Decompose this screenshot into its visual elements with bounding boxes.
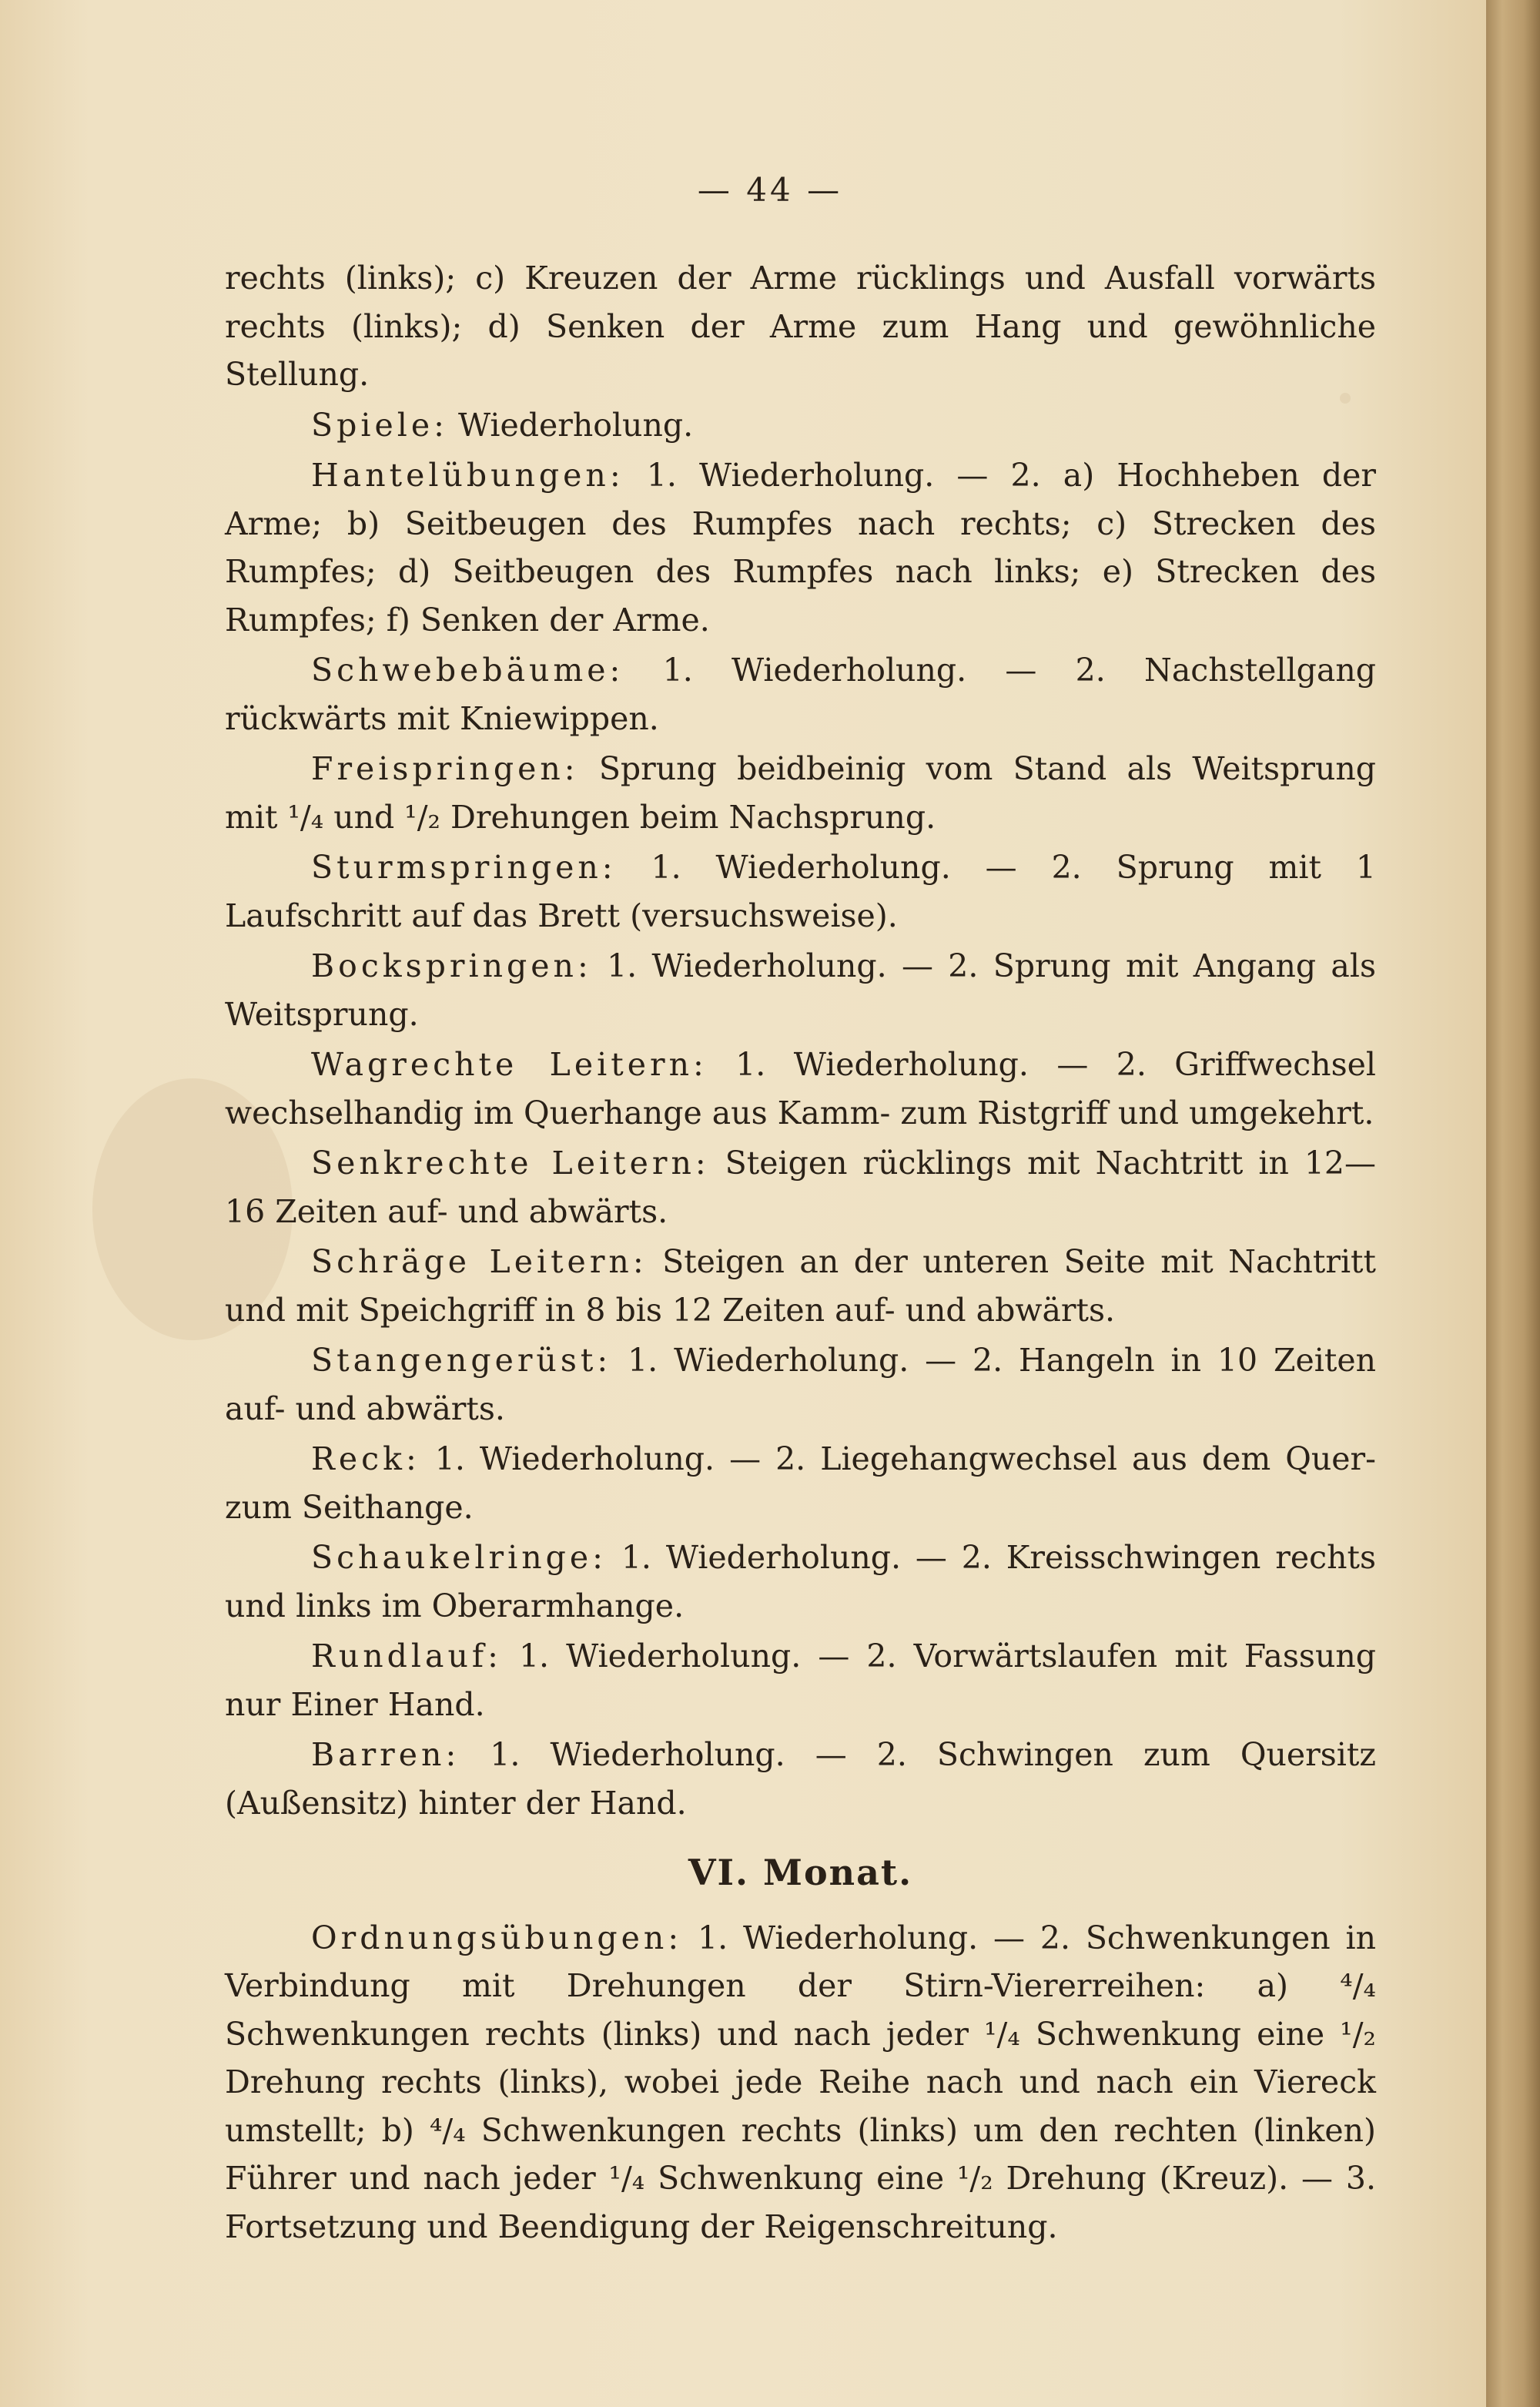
paragraph-lead: Hantelübungen: — [311, 457, 624, 494]
paragraph — [225, 745, 1376, 841]
paragraph — [225, 1041, 1376, 1137]
page-number: — 44 — — [697, 171, 843, 209]
paragraph-text: 1. Wiederholung. — 2. Sprung mit Angang als Weitsprung. — [225, 947, 1376, 1033]
paragraph-text: 1. Wiederholung. — 2. Liegehangwechsel aus dem Quer- zum Seithange. — [225, 1440, 1376, 1526]
paragraph — [225, 254, 1376, 399]
paragraph-lead: Bockspringen: — [311, 947, 592, 984]
paragraph — [225, 1336, 1376, 1433]
paragraph — [225, 451, 1376, 644]
paragraph-text: 1. Wiederholung. — 2. Kreisschwingen rechts und links im Oberarmhange. — [225, 1539, 1376, 1624]
paragraph-lead: Schwebebäume: — [311, 652, 624, 689]
paragraph — [225, 1139, 1376, 1235]
paragraph-text: rechts (links); c) Kreuzen der Arme rücklings und Ausfall vorwärts rechts (links); d) Senken der Arme zum Hang und gewöhnliche Stellung. — [225, 260, 1376, 393]
paragraph — [225, 1435, 1376, 1531]
paragraph — [225, 646, 1376, 743]
paragraph — [225, 1731, 1376, 1827]
book-spine-edge — [1486, 0, 1540, 2407]
paragraph-text: 1. Wiederholung. — 2. Nachstellgang rückwärts mit Kniewippen. — [225, 652, 1376, 737]
paragraph — [225, 1632, 1376, 1728]
paragraph-text: 1. Wiederholung. — 2. Sprung mit 1 Laufschritt auf das Brett (versuchsweise). — [225, 849, 1376, 934]
paragraph-text: Steigen rücklings mit Nachtritt in 12—16 Zeiten auf- und abwärts. — [225, 1145, 1377, 1230]
page-body — [225, 254, 1376, 2253]
paragraph-lead: Reck: — [311, 1440, 420, 1477]
paragraph-lead: Senkrechte Leitern: — [311, 1145, 710, 1182]
paragraph — [225, 401, 1376, 450]
paragraph-lead: Freispringen: — [311, 750, 579, 787]
paragraph-lead: Stangengerüst: — [311, 1342, 612, 1379]
paragraph-text: 1. Wiederholung. — 2. Schwingen zum Quersitz (Außensitz) hinter der Hand. — [225, 1736, 1376, 1822]
paragraph-text: Sprung beidbeinig vom Stand als Weitsprung mit ¹/₄ und ¹/₂ Drehungen beim Nachsprung. — [225, 750, 1376, 836]
paragraph-text: 1. Wiederholung. — 2. Hangeln in 10 Zeiten auf- und abwärts. — [225, 1342, 1376, 1427]
paragraph-text: 1. Wiederholung. — 2. Griffwechsel wechselhandig im Querhange aus Kamm- zum Ristgriff und umgekehrt. — [225, 1046, 1376, 1131]
paragraph-lead: Ordnungsübungen: — [311, 1919, 683, 1956]
paragraph — [225, 1914, 1376, 2251]
paragraph-lead: Sturmspringen: — [311, 849, 617, 886]
paragraph — [225, 942, 1376, 1038]
paragraph-text: 1. Wiederholung. — 2. Schwenkungen in Verbindung mit Drehungen der Stirn-Viererreihen: a) ⁴/₄ Schwenkungen rechts (links) und nach jeder ¹/₄ Schwenkung eine ¹/₂ Drehung rechts (links), wobei jede Reihe nach und nach ein Viereck umstellt; b) ⁴/₄ Schwenkungen rechts (links) um den rechten (linken) Führer und nach jeder ¹/₄ Schwenkung eine ¹/₂ Drehung (Kreuz). — 3. Fortsetzung und Beendigung der Reigenschreitung. — [225, 1919, 1376, 2245]
paragraph-text: Steigen an der unteren Seite mit Nachtritt und mit Speichgriff in 8 bis 12 Zeiten auf- und abwärts. — [225, 1243, 1377, 1329]
section-heading: VI. Monat. — [688, 1852, 913, 1893]
paragraph-lead: Barren: — [311, 1736, 460, 1773]
paragraph-lead: Rundlauf: — [311, 1638, 502, 1675]
paragraph — [225, 1534, 1376, 1630]
paragraph-lead: Schaukelringe: — [311, 1539, 607, 1576]
paragraph-text: Wiederholung. — [447, 406, 694, 444]
paragraph — [225, 1238, 1376, 1334]
paragraph-lead: Wagrechte Leitern: — [311, 1046, 708, 1083]
paragraph — [225, 843, 1376, 940]
paragraph-text: 1. Wiederholung. — 2. Vorwärtslaufen mit Fassung nur Einer Hand. — [225, 1638, 1376, 1723]
paragraph-lead: Schräge Leitern: — [311, 1243, 648, 1280]
paragraph-text: 1. Wiederholung. — 2. a) Hochheben der Arme; b) Seitbeugen des Rumpfes nach rechts; c) Strecken des Rumpfes; d) Seitbeugen des Rumpfes nach links; e) Strecken des Rumpfes; f) Senken der Arme. — [225, 457, 1376, 639]
paragraph-lead: Spiele: — [311, 406, 448, 444]
